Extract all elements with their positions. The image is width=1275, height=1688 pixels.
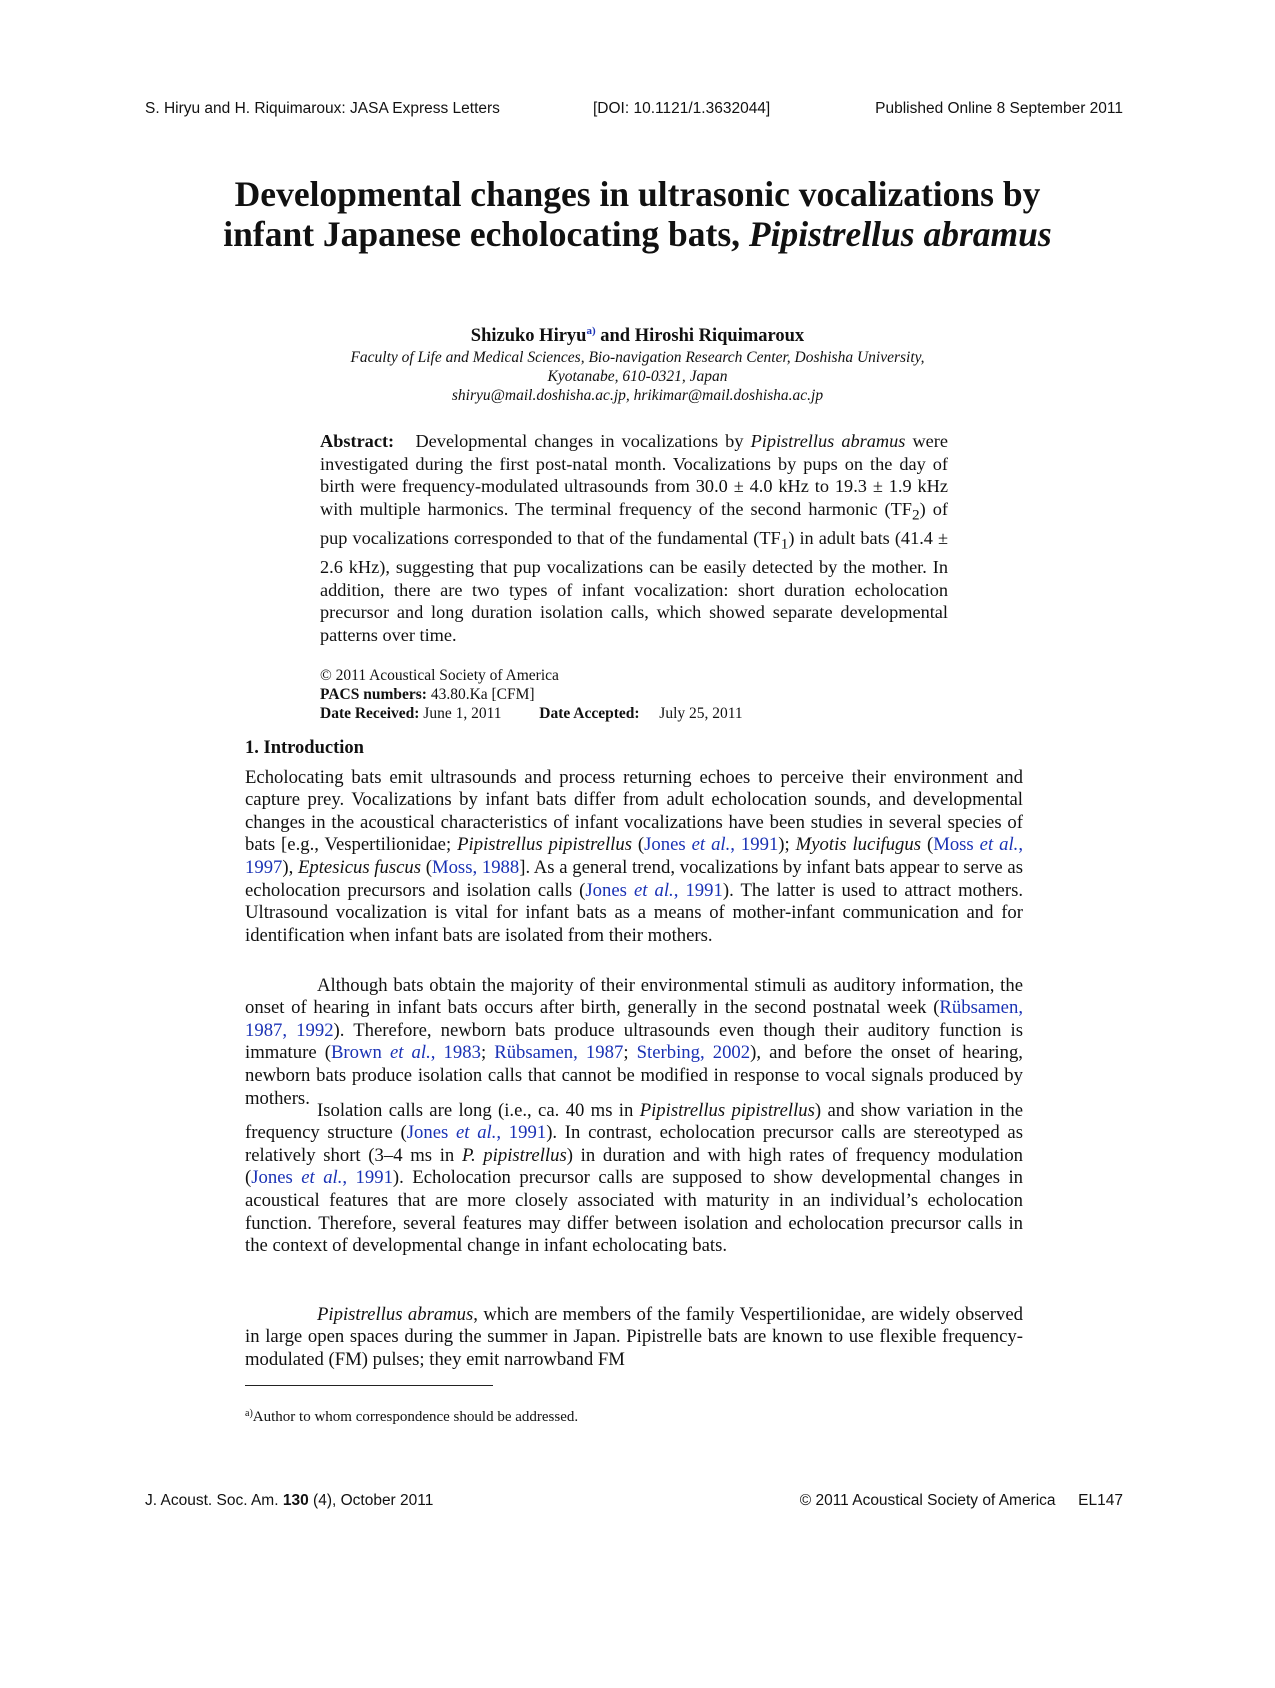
body-text: ). Therefore, newborn bats produce ultrasounds even though their auditory function is immature ( — [245, 1019, 1023, 1064]
abstract-label: Abstract: — [320, 431, 395, 451]
species-name: Myotis lucifugus — [795, 834, 922, 856]
body-text: ). The latter is used to attract mothers. Ultrasound vocalization is vital for infant bats as a means of mother-infant communication and for identification when infant bats are isolated from their mothers. — [245, 879, 1024, 946]
citation-link[interactable]: Jones et al., 1991 — [585, 879, 723, 901]
footer-issue: (4), October 2011 — [313, 1492, 434, 1509]
subscript: 1 — [780, 535, 789, 553]
accepted-value: July 25, 2011 — [659, 705, 743, 722]
abstract-species: Pipistrellus abramus — [750, 431, 906, 451]
dates-line — [320, 705, 743, 723]
citation-link[interactable]: Moss et al., 1997 — [245, 834, 1023, 879]
paper-title — [200, 174, 1075, 254]
author-joiner: and — [600, 326, 631, 346]
author-line — [0, 325, 1275, 347]
body-text: ), and before the onset of hearing, newborn bats produce isolation calls that cannot be modified in response to vocal signals produced by mothers. — [245, 1042, 1023, 1109]
species-name: Eptesicus fuscus — [297, 857, 422, 879]
citation-link[interactable]: Moss, 1988 — [431, 857, 520, 879]
title-species: Pipistrellus abramus — [748, 214, 1052, 254]
abstract-text: ) in adult bats (41.4 ± 2.6 kHz), suggesting that pup vocalizations can be easily detected by the mother. In addition, there are two types of infant vocalization: short duration echolocation precursor and long duration isolation calls, which showed separate developmental patterns over time. — [320, 528, 948, 646]
abstract — [320, 430, 948, 647]
species-name: Pipistrellus pipistrellus — [639, 1099, 815, 1121]
header-doi[interactable]: [DOI: 10.1121/1.3632044] — [593, 100, 771, 117]
footer-copyright: © 2011 Acoustical Society of America — [799, 1492, 1056, 1509]
title-main: Developmental changes in ultrasonic vocalizations by infant Japanese echolocating bats, — [223, 174, 1041, 254]
header-authors: S. Hiryu and H. Riquimaroux: JASA Express Letters — [145, 100, 500, 117]
accepted-label: Date Accepted: — [539, 705, 640, 722]
affiliation-line-2: Kyotanabe, 610-0321, Japan — [547, 368, 728, 385]
header-published-date: Published Online 8 September 2011 — [875, 100, 1123, 117]
abstract-text: ) of pup vocalizations corresponded to that of the fundamental (TF — [320, 498, 949, 549]
body-text: ). In contrast, echolocation precursor calls are stereotyped as relatively short (3–4 ms in — [245, 1122, 1024, 1166]
subscript: 2 — [911, 506, 920, 524]
received-label: Date Received: — [320, 705, 420, 722]
abstract-text: were investigated during the first post-natal month. Vocalizations by pups on the day of birth were frequency-modulated ultrasounds from 30.0 ± 4.0 kHz to 19.3 ± 1.9 kHz with multiple harmonics. The terminal frequency of the second harmonic (TF — [320, 431, 948, 519]
received-value: June 1, 2011 — [423, 705, 502, 722]
body-text: , which are members of the family Vespertilionidae, are widely observed in large open spaces during the summer in Japan. Pipistrelle bats are known to use flexible frequency-modulated (FM) pulses; they emit narrowband FM — [245, 1303, 1023, 1370]
footnote-text: Author to whom correspondence should be addressed. — [252, 1409, 579, 1425]
citation-link[interactable]: Rübsamen, 1987, 1992 — [245, 997, 1023, 1041]
body-text: Although bats obtain the majority of their environmental stimuli as auditory information, the onset of hearing in infant bats occurs after birth, generally in the second postnatal week ( — [245, 974, 1023, 1019]
pacs-line — [320, 686, 535, 704]
abstract-text: Developmental changes in vocalizations by — [415, 431, 744, 451]
footnote-divider — [245, 1385, 493, 1386]
citation-link[interactable]: Jones et al., 1991 — [406, 1122, 547, 1144]
citation-link[interactable]: Rübsamen, 1987 — [494, 1042, 624, 1064]
intro-paragraph-1: Echolocating bats emit ultrasounds and process returning echoes to perceive their environment and capture prey. Vocalizations by infant bats differ from adult echolocation sounds, and developmental changes in the acoustical characteristics of infant vocalizations have been studies in several species of bats [e.g., Vespertilionidae; Pipistrellus pipistrellus (Jones et al., 1991); Myotis lucifugus (Moss et al., 1997), Eptesicus fuscus (Moss, 1988]. As a general trend, vocalizations by infant bats appear to serve as echolocation precursors and isolation calls (Jones et al., 1991). The latter is used to attract mothers. Ultrasound vocalization is vital for infant bats as a means of mother-infant communication and for identification when infant bats are isolated from their mothers. — [245, 766, 1024, 946]
pacs-value: 43.80.Ka [CFM] — [430, 686, 535, 703]
footer-journal: J. Acoust. Soc. Am. — [145, 1492, 279, 1509]
body-text: ). Echolocation precursor calls are supposed to show developmental changes in acoustical features that are more closely associated with maturity in an individual’s echolocation function. Therefore, several features may differ between isolation and echolocation precursor calls in the context of developmental change in infant echolocating bats. — [245, 1167, 1023, 1257]
footnote — [245, 1408, 578, 1426]
citation-link[interactable]: Brown et al., 1983 — [330, 1042, 481, 1064]
body-text: ) in duration and with high rates of frequency modulation ( — [245, 1144, 1024, 1189]
body-text: ]. As a general trend, vocalizations by infant bats appear to serve as echolocation precursors and isolation calls ( — [245, 857, 1023, 901]
page-number: EL147 — [1078, 1492, 1123, 1509]
citation-link[interactable]: Jones et al., 1991 — [644, 834, 779, 856]
citation-link[interactable]: Jones et al., 1991 — [251, 1167, 393, 1189]
section-heading-introduction: 1. Introduction — [245, 738, 364, 758]
author-footnote-link[interactable]: a) — [586, 325, 596, 337]
footer-citation — [145, 1492, 433, 1510]
intro-paragraph-4 — [245, 1304, 1023, 1372]
intro-paragraph-2: Although bats obtain the majority of their environmental stimuli as auditory information, the onset of hearing in infant bats occurs after birth, generally in the second postnatal week (Rübsamen, 1987, 1992). Therefore, newborn bats produce ultrasounds even though their auditory function is immature (Brown et al., 1983; Rübsamen, 1987; Sterbing, 2002), and before the onset of hearing, newborn bats produce isolation calls that cannot be modified in response to vocal signals produced by mothers. — [245, 974, 1023, 1109]
species-name: P. pipistrellus — [461, 1144, 567, 1166]
citation-link[interactable]: Sterbing, 2002 — [636, 1042, 751, 1064]
affiliation-emails: shiryu@mail.doshisha.ac.jp, hrikimar@mail.doshisha.ac.jp — [451, 387, 824, 404]
species-name: Pipistrellus pipistrellus — [457, 834, 632, 856]
affiliation-line-1: Faculty of Life and Medical Sciences, Bio-navigation Research Center, Doshisha University, — [350, 349, 925, 366]
species-name: Pipistrellus abramus — [317, 1303, 474, 1325]
footer-volume: 130 — [282, 1492, 309, 1509]
author-second: Hiroshi Riquimaroux — [634, 326, 805, 346]
running-header — [145, 100, 1123, 122]
pacs-label: PACS numbers: — [320, 686, 427, 703]
body-text: ) and show variation in the frequency structure ( — [245, 1099, 1024, 1144]
author-first: Shizuko Hiryu — [470, 326, 587, 346]
copyright-line: © 2011 Acoustical Society of America — [320, 667, 559, 684]
body-text: Isolation calls are long (i.e., ca. 40 ms in — [317, 1099, 634, 1121]
body-text: Echolocating bats emit ultrasounds and process returning echoes to perceive their environment and capture prey. Vocalizations by infant bats differ from adult echolocation sounds, and developmental changes in the acoustical characteristics of infant vocalizations have been studies in several species of bats [e.g., Vespertilionidae; — [245, 766, 1023, 856]
footer-right — [800, 1492, 1123, 1510]
footnote-marker: a) — [245, 1408, 253, 1419]
intro-paragraph-3 — [245, 1100, 1023, 1258]
